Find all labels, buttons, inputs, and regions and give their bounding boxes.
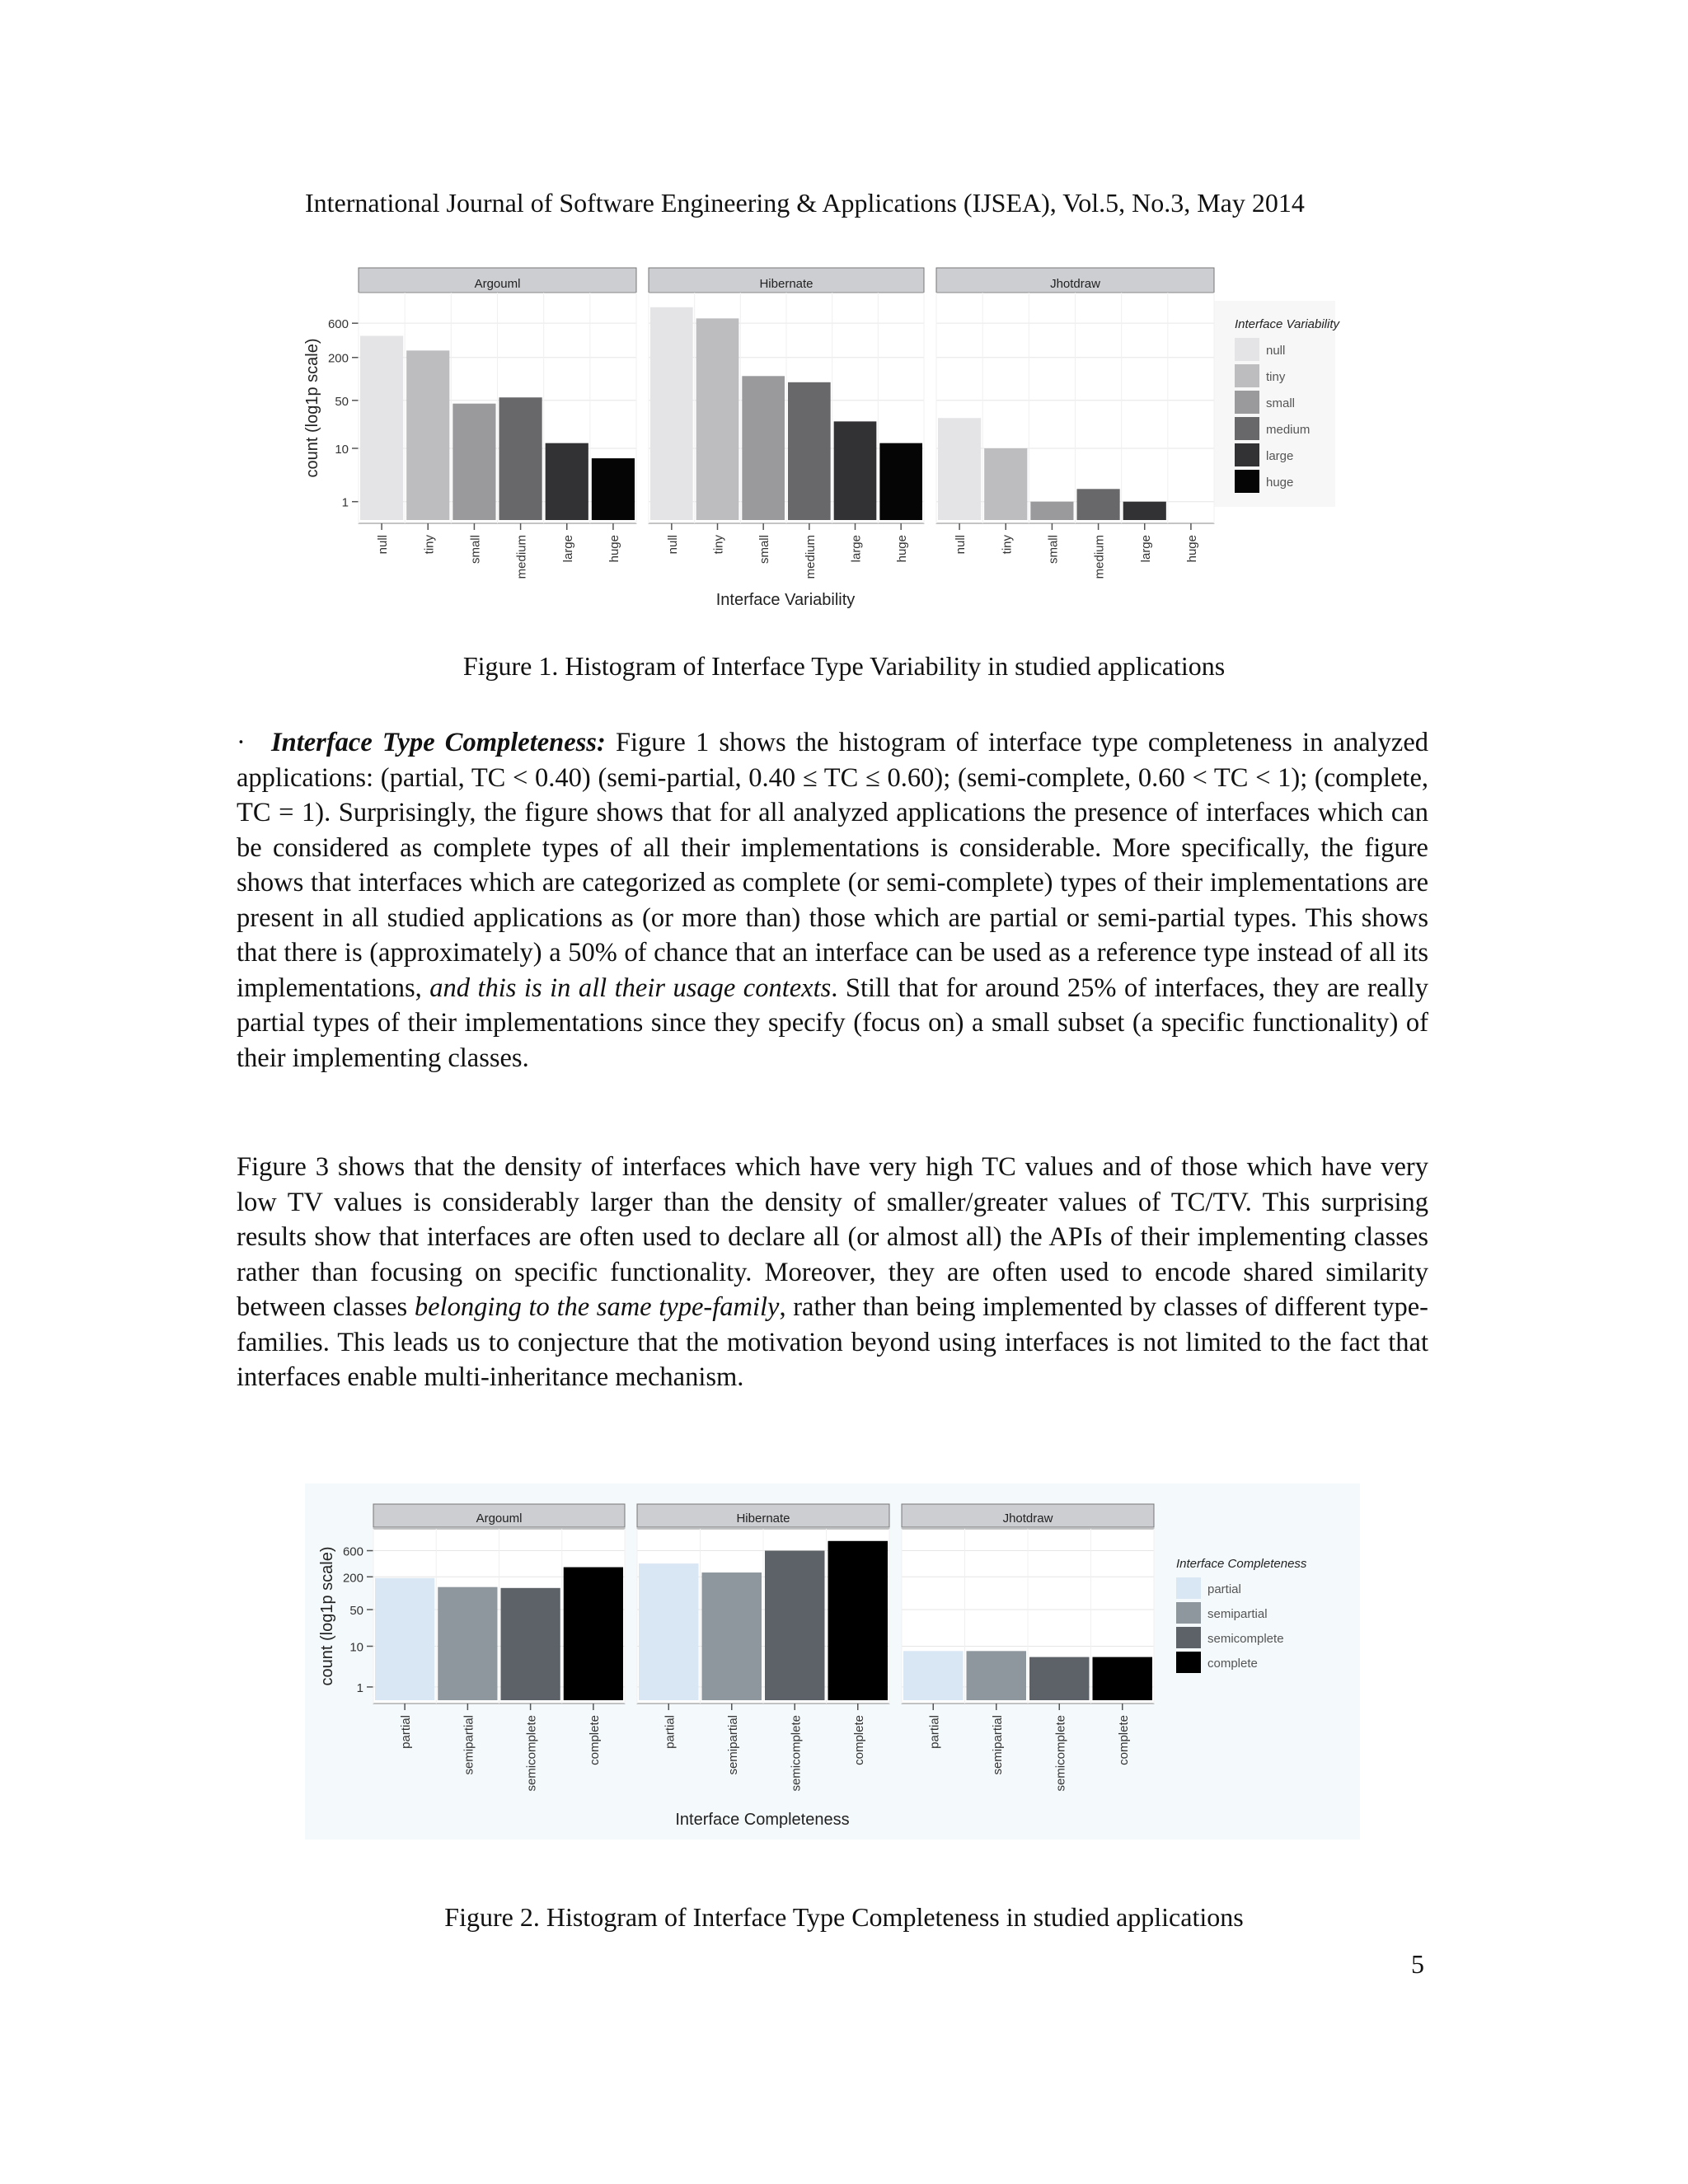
bar bbox=[938, 418, 981, 520]
paragraph-text-tail: . Still that for around 25% of interfaces, they are really partial types of their implementations since they specify (focus on) a small subset (a specific functionality) of their implementing classes. bbox=[237, 972, 1428, 1073]
x-tick-label: semicomplete bbox=[524, 1715, 539, 1792]
bar bbox=[702, 1572, 762, 1700]
bar bbox=[828, 1541, 889, 1700]
legend-swatch bbox=[1235, 338, 1259, 361]
x-tick-label: medium bbox=[803, 534, 818, 579]
panel-strip-label: Jhotdraw bbox=[1050, 277, 1100, 291]
x-tick-label: complete bbox=[1116, 1715, 1131, 1765]
panel-strip-label: Hibernate bbox=[736, 1511, 790, 1526]
bar bbox=[592, 458, 635, 520]
y-tick-label: 200 bbox=[342, 1571, 363, 1586]
legend-label: semicomplete bbox=[1207, 1632, 1284, 1646]
x-tick-label: null bbox=[665, 535, 680, 555]
x-tick-label: medium bbox=[1092, 535, 1107, 579]
x-tick-label: partial bbox=[927, 1715, 942, 1749]
bar bbox=[375, 1578, 434, 1700]
bar bbox=[834, 421, 877, 520]
x-tick-label: large bbox=[560, 535, 575, 563]
figure-1-histogram bbox=[0, 247, 1688, 643]
bar bbox=[879, 443, 922, 520]
x-tick-label: tiny bbox=[711, 535, 726, 555]
panel-strip-label: Argouml bbox=[476, 1511, 523, 1526]
legend-title: Interface Variability bbox=[1235, 317, 1340, 331]
bar bbox=[501, 1588, 560, 1700]
x-tick-label: complete bbox=[851, 1715, 866, 1765]
bar bbox=[1123, 502, 1166, 520]
y-tick-label: 1 bbox=[341, 495, 349, 510]
figure-2-caption: Figure 2. Histogram of Interface Type Completeness in studied applications bbox=[444, 1902, 1244, 1932]
paragraph-text: Figure 1 shows the histogram of interface type completeness in analyzed applications: (partial, TC < 0.40) (semi-partial, 0.40 ≤ TC ≤ 0.60); (semi-complete, 0.60 < TC < 1); (complete, TC = 1). Surprisingly, the figure shows that for all analyzed applications the presence of interfaces which can be considered as complete types of all their implementations is considerable. More specifically, the figure shows that interfaces which are categorized as complete (or semi-complete) types of their implementations are present in all studied applications as (or more than) those which are partial or semi-partial types. This shows that there is (approximately) a 50% of chance that an interface can be used as a reference type instead of all its implementations, bbox=[237, 728, 1428, 1003]
bar bbox=[1077, 489, 1120, 520]
x-tick-label: small bbox=[1046, 535, 1061, 565]
y-tick-label: 600 bbox=[342, 1544, 363, 1559]
paragraph-emphasis: and this is in all their usage contexts bbox=[429, 972, 832, 1003]
bullet: · bbox=[237, 728, 246, 757]
figure-1-caption: Figure 1. Histogram of Interface Type Variability in studied applications bbox=[462, 651, 1226, 681]
x-tick-label: partial bbox=[663, 1715, 678, 1749]
legend-swatch bbox=[1235, 391, 1259, 414]
bar bbox=[452, 404, 495, 520]
bar bbox=[499, 397, 542, 520]
bar bbox=[967, 1651, 1027, 1700]
x-tick-label: semipartial bbox=[725, 1715, 740, 1775]
bar bbox=[903, 1651, 964, 1700]
x-tick-label: semipartial bbox=[990, 1715, 1005, 1775]
legend-label: complete bbox=[1207, 1657, 1258, 1671]
running-header: International Journal of Software Engineering & Applications (IJSEA), Vol.5, No.3, May 2014 bbox=[305, 188, 1305, 218]
paragraph-completeness bbox=[237, 725, 1428, 1076]
panel-strip-label: Argouml bbox=[474, 277, 521, 291]
bar bbox=[1093, 1657, 1153, 1700]
y-tick-label: 10 bbox=[349, 1640, 363, 1655]
y-axis-title: count (log1p scale) bbox=[318, 1546, 336, 1686]
legend-swatch bbox=[1176, 1652, 1201, 1673]
bar bbox=[742, 376, 785, 520]
bar bbox=[696, 318, 739, 520]
bar bbox=[564, 1568, 623, 1700]
legend-swatch bbox=[1176, 1627, 1201, 1648]
legend-label: tiny bbox=[1266, 370, 1286, 384]
x-tick-label: huge bbox=[1184, 535, 1199, 563]
bar bbox=[639, 1563, 699, 1700]
legend-swatch bbox=[1176, 1577, 1201, 1599]
x-tick-label: null bbox=[376, 535, 391, 555]
x-tick-label: medium bbox=[514, 535, 529, 579]
legend-swatch bbox=[1176, 1602, 1201, 1624]
bar bbox=[984, 448, 1027, 520]
legend-label: medium bbox=[1266, 423, 1311, 437]
panel-strip-label: Jhotdraw bbox=[1002, 1511, 1053, 1526]
x-axis-title: Interface Variability bbox=[715, 591, 856, 609]
y-tick-label: 50 bbox=[335, 394, 349, 409]
figure-2-histogram bbox=[0, 1479, 1688, 1850]
bar bbox=[788, 382, 831, 520]
y-tick-label: 10 bbox=[335, 443, 349, 457]
x-tick-label: partial bbox=[399, 1715, 414, 1749]
legend-swatch bbox=[1235, 364, 1259, 387]
y-tick-label: 50 bbox=[349, 1604, 363, 1619]
bar bbox=[438, 1587, 497, 1700]
legend-swatch bbox=[1235, 443, 1259, 466]
page-number: 5 bbox=[1411, 1949, 1424, 1979]
x-tick-label: small bbox=[757, 535, 772, 565]
legend-label: huge bbox=[1266, 476, 1294, 490]
bar bbox=[546, 443, 588, 520]
legend-label: small bbox=[1266, 396, 1296, 410]
y-tick-label: 1 bbox=[356, 1680, 363, 1695]
paragraph-text-tail: , rather than being implemented by classes of different type-families. This leads us to conjecture that the motivation beyond using interfaces is not limited to the fact that interfaces enable multi-inheritance mechanism. bbox=[237, 1292, 1429, 1392]
legend-label: partial bbox=[1207, 1582, 1241, 1596]
x-tick-label: huge bbox=[895, 535, 910, 563]
legend-label: null bbox=[1266, 344, 1286, 358]
x-tick-label: tiny bbox=[422, 535, 437, 555]
x-tick-label: semipartial bbox=[462, 1715, 476, 1775]
x-tick-label: semicomplete bbox=[1053, 1715, 1068, 1792]
legend-swatch bbox=[1235, 417, 1259, 440]
legend-label: large bbox=[1266, 449, 1294, 463]
bar bbox=[765, 1551, 825, 1700]
x-tick-label: tiny bbox=[1000, 535, 1015, 555]
bar bbox=[650, 307, 693, 520]
y-tick-label: 600 bbox=[327, 317, 349, 332]
x-tick-label: huge bbox=[607, 535, 621, 563]
legend-label: semipartial bbox=[1207, 1607, 1268, 1621]
panel-strip-label: Hibernate bbox=[759, 277, 814, 291]
legend-swatch bbox=[1235, 470, 1259, 493]
legend-title: Interface Completeness bbox=[1176, 1557, 1307, 1571]
x-tick-label: semicomplete bbox=[789, 1715, 804, 1792]
paragraph-density bbox=[237, 1150, 1428, 1395]
paragraph-emphasis: belonging to the same type-family bbox=[414, 1292, 780, 1322]
x-tick-label: small bbox=[468, 535, 483, 565]
x-tick-label: null bbox=[954, 535, 968, 555]
x-tick-label: complete bbox=[587, 1715, 602, 1765]
term-interface-type-completeness: Interface Type Completeness: bbox=[271, 728, 606, 757]
y-tick-label: 200 bbox=[327, 351, 349, 366]
y-axis-title: count (log1p scale) bbox=[303, 338, 321, 478]
bar bbox=[360, 336, 403, 520]
bar bbox=[1030, 502, 1073, 520]
x-axis-title: Interface Completeness bbox=[675, 1811, 850, 1829]
x-tick-label: large bbox=[849, 535, 864, 563]
bar bbox=[406, 350, 449, 520]
bar bbox=[1029, 1657, 1090, 1700]
paragraph-text: Figure 3 shows that the density of interfaces which have very high TC values and of those which have very low TV values is considerably larger than the density of smaller/greater values of TC/TV. This surprising results show that interfaces are often used to declare all (or almost all) the APIs of their implementing classes rather than focusing on specific functionality. Moreover, they are often used to encode shared similarity between classes bbox=[237, 1152, 1428, 1322]
x-tick-label: large bbox=[1138, 535, 1153, 563]
